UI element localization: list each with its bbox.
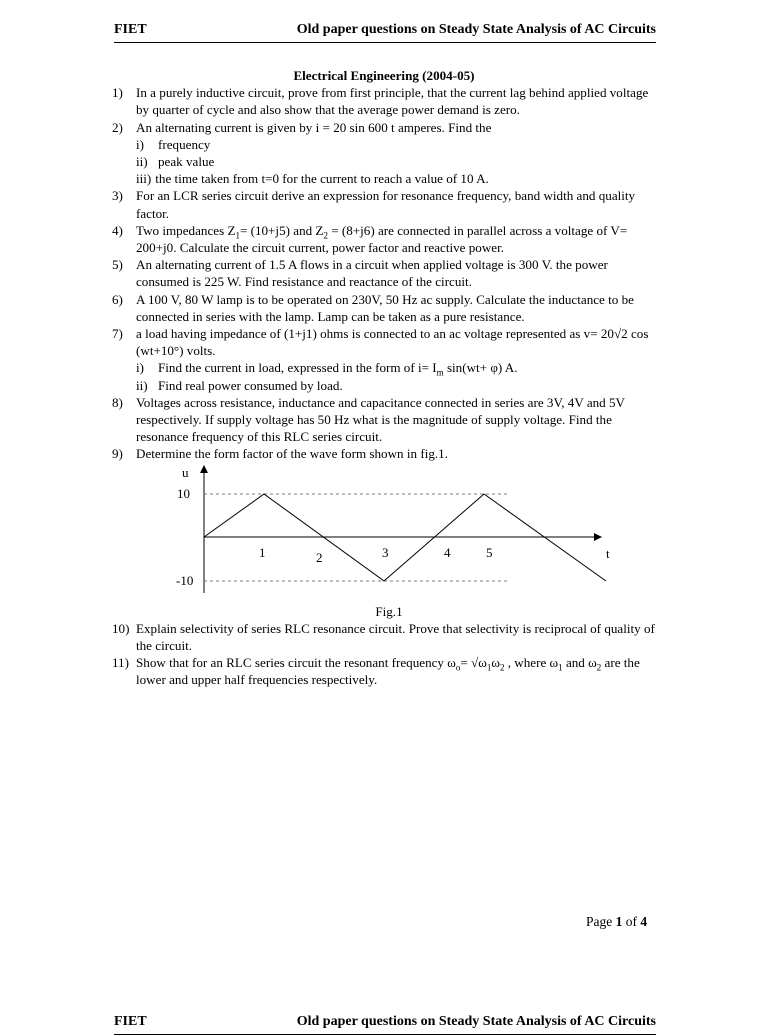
figure-1 [112,465,656,603]
next-page-header: FIET Old paper questions on Steady State Analysis of AC Circuits [114,1014,656,1035]
y-max-label: 10 [177,485,190,501]
question-5: 5) An alternating current of 1.5 A flows in a circuit when applied voltage is 300 V. the power consumed is 225 W. Find resistance and reactance of the circuit. [112,257,608,290]
question-2-part-ii: ii) peak value [136,154,215,170]
tick-label-5: 5 [486,544,493,560]
tick-label-2: 2 [316,549,323,565]
question-4: 4) Two impedances $Z_1= (10+j5)$ and $Z_2 = (8+j6)$ are connected in parallel across a voltage of V= 200+j0. Calculate the circuit current, power factor and reactive power. [112,222,628,256]
header-institute: FIET [114,22,147,37]
question-1: 1) In a purely inductive circuit, prove from first principle, that the current lag behind applied voltage by quarter of cycle and also show that the average power demand is zero. [112,85,649,118]
tick-label-1: 1 [259,544,266,560]
tick-label-4: 4 [444,544,451,560]
question-2-part-i: i) frequency [136,136,211,152]
tick-label-3: 3 [382,544,389,560]
question-2: 2) An alternating current is given by i = 20 sin 600 t amperes. Find the i) frequency ii) peak value iii) the time taken from t=0 for the current to reach a value of 10 A. [112,119,656,188]
page-header [114,22,656,43]
question-7-part-i: i) Find the current in load, expressed in the form of $i= I_m$ sin(wt+ φ) A. [136,360,518,379]
question-9: 9) Determine the form factor of the wave form shown in fig.1. [112,446,448,462]
header-title: Old paper questions on Steady State Analysis of AC Circuits [296,22,656,37]
question-7-part-ii: ii) Find real power consumed by load. [136,377,343,393]
question-7: 7) a load having impedance of (1+j1) ohms is connected to an ac voltage represented as v= 20√2 cos (wt+10°) volts. i) Find the current in load, expressed in the form of $i= I_m$ sin(wt+ φ) A. ii) Find real power consumed by load. [112,325,656,394]
document-body [112,67,656,689]
y-axis-arrow [200,465,208,473]
figure-caption: Fig.1 [375,603,403,619]
page-number: Page 1 of 4 [586,914,648,929]
question-6: 6) A 100 V, 80 W lamp is to be operated on 230V, 50 Hz ac supply. Calculate the inductance to be connected in series with the lamp. Lamp can be taken as a pure resistance. [112,291,634,324]
x-axis-arrow [594,533,602,541]
question-2-part-iii: iii) the time taken from t=0 for the current to reach a value of 10 A. [136,171,489,187]
section-title: Electrical Engineering (2004-05) [293,68,475,83]
y-axis-label: u [182,464,189,480]
question-10: 10) Explain selectivity of series RLC resonance circuit. Prove that selectivity is reciprocal of quality of the circuit. [112,620,655,654]
x-axis-label: t [606,545,610,561]
question-3: 3) For an LCR series circuit derive an expression for resonance frequency, band width and quality factor. [112,188,636,221]
y-min-label: -10 [176,572,194,588]
question-11: 11) Show that for an RLC series circuit the resonant frequency $\omega_o= √\omega_1\omega_2$ , where $\omega_1$ and $\omega_2$ are the lower and upper half frequencies respectively. [112,655,640,688]
waveform-diagram [112,465,656,603]
question-8: 8) Voltages across resistance, inductance and capacitance connected in series are 3V, 4V and 5V respectively. If supply voltage has 50 Hz what is the magnitude of supply voltage. Find the resonance frequency of this RLC series circuit. [112,394,625,445]
